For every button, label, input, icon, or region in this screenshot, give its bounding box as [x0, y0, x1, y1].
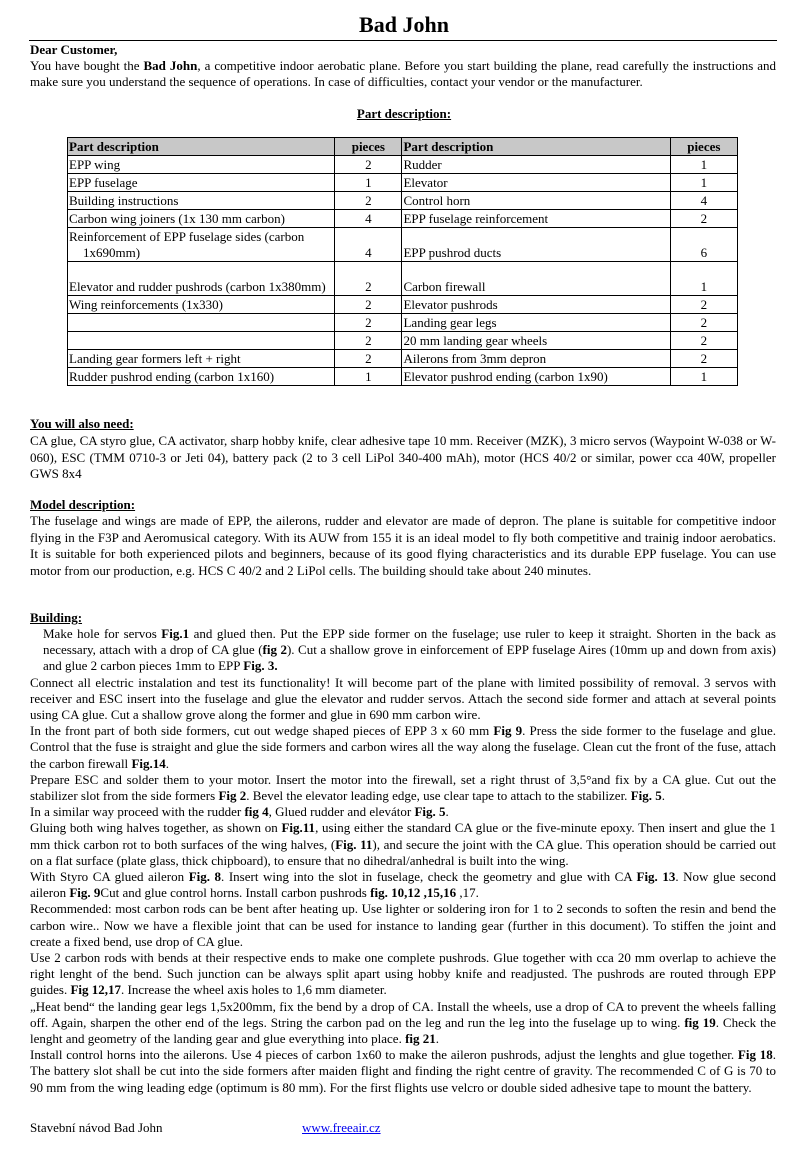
part-cell: Elevator pushrods	[402, 296, 670, 314]
pieces-cell: 1	[670, 262, 737, 296]
building-step: Install control horns into the ailerons. Use 4 pieces of carbon 1x60 to make the aileron pushrods, adjust the lenghts and glue together. Fig 18. The battery slot shall be cut into the side formers after maiden flight and finding the right centre of gravity. The recommended C of G is 70 to 90 mm from the wing leading edge (optimum is 80 mm). For the first flights use velcro or double sided adhesive tape to mount the battery.	[30, 1047, 776, 1095]
building-instructions	[30, 626, 776, 1096]
building-step: Make hole for servos Fig.1 and glued then. Put the EPP side former on the fuselage; use ruler to keep it straight. Shorten in the back as necessary, attach with a drop of CA glue (fig 2). Cut a shallow grove in einforcement of EPP fuselage Aires (10mm up and down from axis) and glue 2 carbon pieces 1mm to EPP Fig. 3.	[43, 626, 776, 674]
building-step: Use 2 carbon rods with bends at their respective ends to make one complete pushrods. Glue together with cca 20 mm overlap to achieve the right lenght of the bend. Such junction can be always split apart using hobby knife and readjusted. The pushrods are routed through EPP guides. Fig 12,17. Increase the wheel axis holes to 1,6 mm diameter.	[30, 950, 776, 998]
part-cell: Reinforcement of EPP fuselage sides (carbon 1x690mm)	[68, 228, 335, 262]
pieces-cell: 2	[670, 314, 737, 332]
part-cell: Landing gear formers left + right	[68, 350, 335, 368]
part-cell: Rudder pushrod ending (carbon 1x160)	[68, 368, 335, 386]
part-cell: Ailerons from 3mm depron	[402, 350, 670, 368]
building-step: In a similar way proceed with the rudder fig 4, Glued rudder and elevátor Fig. 5.	[30, 804, 449, 820]
part-cell	[68, 314, 335, 332]
pieces-cell: 2	[335, 314, 402, 332]
pieces-cell: 2	[670, 332, 737, 350]
building-step: Recommended: most carbon rods can be bent after heating up. Use lighter or soldering iron for 1 to 2 seconds to soften the resin and bend the carbon wire.. Now we have a flexible joint that can be used for instance to landing gear (further in this document). To stiffen the joint and create a fixed bend, use drop of CA glue.	[30, 901, 776, 949]
you-will-also-need-heading: You will also need:	[30, 416, 134, 431]
pieces-cell: 2	[670, 210, 737, 228]
pieces-cell: 2	[335, 332, 402, 350]
pieces-cell: 2	[335, 262, 402, 296]
footer-website-link[interactable]: www.freeair.cz	[302, 1120, 381, 1135]
table-header-row	[68, 138, 738, 156]
part-cell: Landing gear legs	[402, 314, 670, 332]
pieces-cell: 1	[335, 368, 402, 386]
table-row	[68, 156, 738, 174]
pieces-cell: 6	[670, 228, 737, 262]
table-row	[68, 314, 738, 332]
greeting: Dear Customer,	[30, 42, 118, 57]
part-cell	[68, 332, 335, 350]
part-cell: EPP fuselage	[68, 174, 335, 192]
pieces-cell: 4	[335, 228, 402, 262]
pieces-cell: 1	[670, 156, 737, 174]
part-cell: Elevator	[402, 174, 670, 192]
pieces-cell: 4	[335, 210, 402, 228]
building-step: Prepare ESC and solder them to your motor. Insert the motor into the firewall, set a right thrust of 3,5°and fix by a CA glue. Cut out the stabilizer slot from the side formers Fig 2. Bevel the elevator leading edge, use clear tape to attach to the stabilizer. Fig. 5.	[30, 771, 776, 804]
table-row	[68, 262, 738, 296]
header-part-description-right: Part description	[402, 138, 670, 156]
building-step: „Heat bend“ the landing gear legs 1,5x200mm, fix the bend by a drop of CA. Install the wheels, use a drop of CA to prevent the wheels falling off. Again, sharpen the other end of the legs. String the carbon pad on the leg and run the leg into the fuselage up to wing. fig 19. Check the lenght and geometry of the landing gear and glue everything into place. fig 21.	[30, 998, 776, 1047]
table-row	[68, 296, 738, 314]
pieces-cell: 1	[670, 174, 737, 192]
model-description-paragraph: The fuselage and wings are made of EPP, the ailerons, rudder and elevator are made of depron. The plane is suitable for competitive indoor flying in the F3P and Aeromusical category. With its AUW from 155 it is an ideal model to fly both competitive and trainig indoor aerobatics. It is suitable for both experienced pilots and beginners, because of its good flying characteristics and its durable EPP fuselage. You can use motor from our production, e.g. HCS C 40/2 and 2 LiPol cells. The building should take about 240 minutes.	[30, 513, 776, 578]
part-cell: Wing reinforcements (1x330)	[68, 296, 335, 314]
pieces-cell: 4	[670, 192, 737, 210]
table-row	[68, 350, 738, 368]
table-row	[68, 332, 738, 350]
header-part-description-left: Part description	[68, 138, 335, 156]
building-step: With Styro CA glued aileron Fig. 8. Insert wing into the slot in fuselage, check the geometry and glue with CA Fig. 13. Now glue second aileron Fig. 9Cut and glue control horns. Install carbon pushrods fig. 10,12 ,15,16 ,17.	[30, 869, 776, 901]
intro-paragraph: You have bought the Bad John, a competitive indoor aerobatic plane. Before you start building the plane, read carefully the instructions and make sure you understand the sequence of operations. In case of difficulties, contact your vendor or the manufacturer.	[30, 58, 776, 90]
pieces-cell: 2	[335, 192, 402, 210]
product-name: Bad John	[143, 58, 198, 73]
pieces-cell: 2	[670, 296, 737, 314]
part-cell: Elevator and rudder pushrods (carbon 1x380mm)	[68, 262, 335, 296]
part-cell: Control horn	[402, 192, 670, 210]
table-row	[68, 192, 738, 210]
part-cell: Building instructions	[68, 192, 335, 210]
building-step: Connect all electric instalation and test its functionality! It will become part of the plane with limited possibility of removal. 3 servos with receiver and ESC insert into the fuselage and glue the elevator and rudder servos. Attach the second side former and attach at several points using CA glue. Cut a shallow grove along the former and glue in 690 mm carbon wire.	[30, 674, 776, 723]
part-cell: Elevator pushrod ending (carbon 1x90)	[402, 368, 670, 386]
pieces-cell: 2	[670, 350, 737, 368]
title-divider	[29, 40, 777, 41]
table-row	[68, 368, 738, 386]
table-row	[68, 174, 738, 192]
part-cell: 20 mm landing gear wheels	[402, 332, 670, 350]
building-step: Gluing both wing halves together, as shown on Fig.11, using either the standard CA glue or the five-minute epoxy. Then insert and glue the 1 mm thick carbon rot to both surfaces of the wing halves, (Fig. 11), and secure the joint with the CA glue. This operation should be carried out on a flat surface (plate glass, thick chipboard), to ensure that no dihedral/anhedral is built into the wing.	[30, 820, 776, 868]
document-title: Bad John	[359, 12, 449, 37]
table-row	[68, 210, 738, 228]
part-cell: EPP fuselage reinforcement	[402, 210, 670, 228]
header-pieces-right: pieces	[670, 138, 737, 156]
parts-table	[67, 137, 738, 386]
part-description-heading: Part description:	[356, 106, 452, 121]
part-cell: EPP wing	[68, 156, 335, 174]
pieces-cell: 1	[670, 368, 737, 386]
part-cell: Carbon wing joiners (1x 130 mm carbon)	[68, 210, 335, 228]
pieces-cell: 2	[335, 350, 402, 368]
requirements-paragraph: CA glue, CA styro glue, CA activator, sharp hobby knife, clear adhesive tape 10 mm. Receiver (MZK), 3 micro servos (Waypoint W-038 or W-060), ESC (TMM 0710-3 or Jeti 04), battery pack (2 to 3 cell LiPol 340-400 mAh), motor (HCS 40/2 or similar, power cca 40W, propeller GWS 8x4	[30, 433, 776, 481]
pieces-cell: 2	[335, 156, 402, 174]
pieces-cell: 2	[335, 296, 402, 314]
building-step: In the front part of both side formers, cut out wedge shaped pieces of EPP 3 x 60 mm Fig 9. Press the side former to the fuselage and glue. Control that the fuse is straight and glue the side formers and carbon wires all the way along the fuselage. Clean cut the front of the fuse, attach the carbon firewall Fig.14.	[30, 723, 776, 771]
table-row	[68, 228, 738, 262]
part-cell: EPP pushrod ducts	[402, 228, 670, 262]
building-heading: Building:	[30, 610, 83, 625]
pieces-cell: 1	[335, 174, 402, 192]
footer-document-name: Stavební návod Bad John	[30, 1120, 163, 1135]
header-pieces-left: pieces	[335, 138, 402, 156]
model-description-heading: Model description:	[30, 497, 136, 512]
part-cell: Carbon firewall	[402, 262, 670, 296]
part-cell: Rudder	[402, 156, 670, 174]
